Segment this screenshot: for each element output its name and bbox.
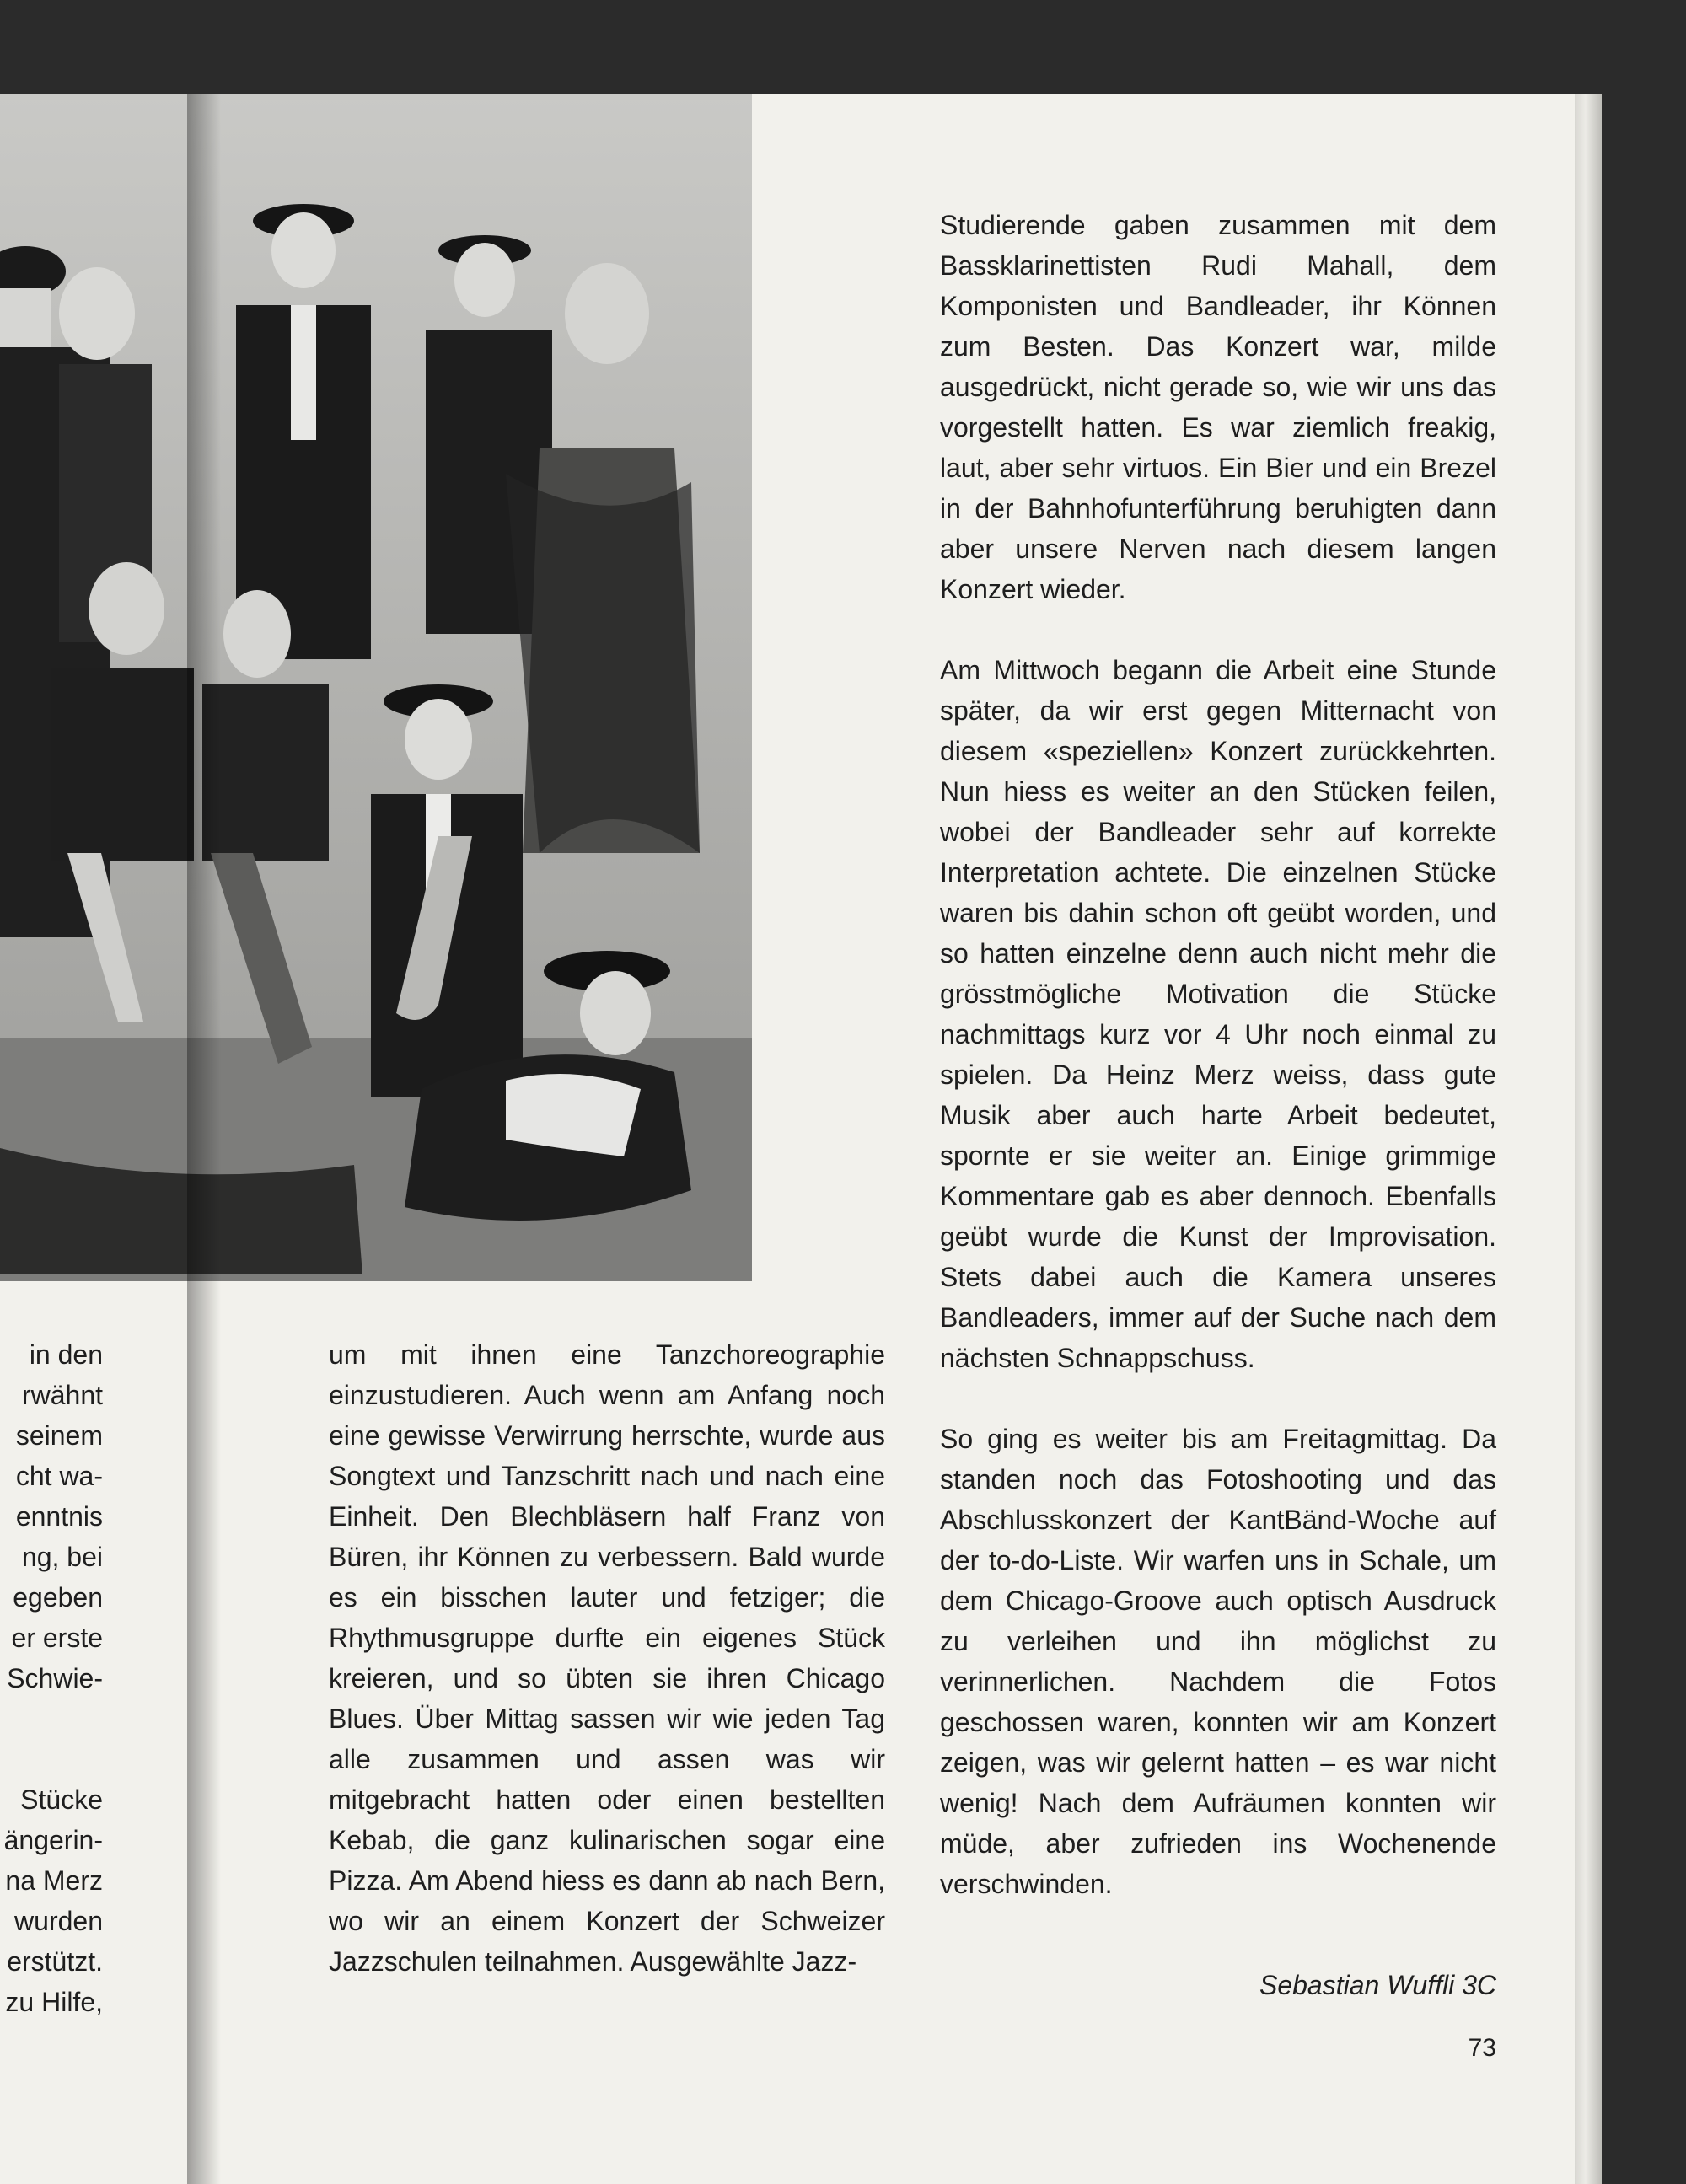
body-paragraph: um mit ihnen eine Tanzchoreographie einzustudieren. Auch wenn am Anfang noch eine gewisse Verwirrung herrschte, wurde aus Songtext und Tanzschritt nach und nach eine Einheit. Den Blechbläsern half Franz von Büren, ihr Können zu verbessern. Bald wurde es ein bisschen lauter und fetziger; die Rhythmusgruppe durfte ein eigenes Stück kreieren, und so übten sie ihren Chicago Blues. Über Mittag sassen wir wie jeden Tag alle zusammen und assen was wir mitgebracht hatten oder einen bestellten Kebab, die ganz kulinarischen sogar eine Pizza. Am Abend hiess es dann ab nach Bern, wo wir an einem Konzert der Schweizer Jazzschulen teilnahmen. Ausgewählte Jazz- bbox=[329, 1339, 885, 1977]
left-line: ng, bei bbox=[21, 1542, 103, 1572]
left-column-fragment bbox=[0, 1334, 103, 2022]
left-line: zu Hilfe, bbox=[5, 1987, 103, 2017]
left-line: in den bbox=[29, 1339, 103, 1370]
band-photo bbox=[0, 94, 752, 1281]
book-gutter-shadow bbox=[187, 94, 221, 2184]
left-line: enntnis bbox=[15, 1501, 103, 1532]
left-line: rwähnt bbox=[21, 1380, 103, 1410]
right-column bbox=[940, 205, 1496, 1945]
left-line: wurden bbox=[14, 1906, 103, 1936]
left-line: na Merz bbox=[5, 1865, 103, 1896]
author-signature: Sebastian Wuffli 3C bbox=[1259, 1970, 1496, 2000]
left-line: erstützt. bbox=[7, 1946, 103, 1977]
page-edge bbox=[1575, 94, 1602, 2184]
left-line bbox=[0, 1739, 103, 1779]
left-line: Schwie- bbox=[7, 1663, 103, 1693]
left-line: cht wa- bbox=[15, 1461, 103, 1491]
body-paragraph: Studierende gaben zusammen mit dem Bassklarinettisten Rudi Mahall, dem Komponisten und Bandleader, ihr Können zum Besten. Das Konzert war, milde ausgedrückt, nicht gerade so, wie wir uns das vorgestellt hatten. Es war ziemlich freakig, laut, aber sehr virtuos. Ein Bier und ein Brezel in der Bahnhofunterführung beruhigten dann aber unsere Nerven nach diesem langen Konzert wieder. bbox=[940, 210, 1496, 604]
left-line: er erste bbox=[11, 1623, 103, 1653]
page-number: 73 bbox=[1468, 2034, 1496, 2062]
body-paragraph: So ging es weiter bis am Freitagmittag. Da standen noch das Fotoshooting und das Abschlusskonzert der KantBänd-Woche auf der to-do-Liste. Wir warfen uns in Schale, um dem Chicago-Groove auch optisch Ausdruck zu verleihen und ihn möglichst zu verinnerlichen. Nachdem die Fotos geschossen waren, konnten wir am Konzert zeigen, was wir gelernt hatten – es war nicht wenig! Nach dem Aufräumen konnten wir müde, aber zufrieden ins Wochenende verschwinden. bbox=[940, 1424, 1496, 1899]
left-line: Stücke bbox=[20, 1784, 103, 1815]
middle-column bbox=[329, 1334, 885, 2022]
left-line: ängerin- bbox=[3, 1825, 103, 1855]
left-line: seinem bbox=[15, 1420, 103, 1451]
body-paragraph: Am Mittwoch begann die Arbeit eine Stunde später, da wir erst gegen Mitternacht von diesem «speziellen» Konzert zurückkehrten. Nun hiess es weiter an den Stücken feilen, wobei der Bandleader sehr auf korrekte Interpretation achtete. Die einzelnen Stücke waren bis dahin schon oft geübt worden, und so hatten einzelne denn auch nicht mehr die grösstmögliche Motivation die Stücke nachmittags kurz vor 4 Uhr noch einmal zu spielen. Da Heinz Merz weiss, dass gute Musik aber auch harte Arbeit bedeutet, spornte er sie weiter an. Einige grimmige Kommentare gab es aber dennoch. Ebenfalls geübt wurde die Kunst der Improvisation. Stets dabei auch die Kamera unseres Bandleaders, immer auf der Suche nach dem nächsten Schnappschuss. bbox=[940, 655, 1496, 1373]
left-line bbox=[0, 1698, 103, 1739]
left-line: egeben bbox=[13, 1582, 103, 1613]
